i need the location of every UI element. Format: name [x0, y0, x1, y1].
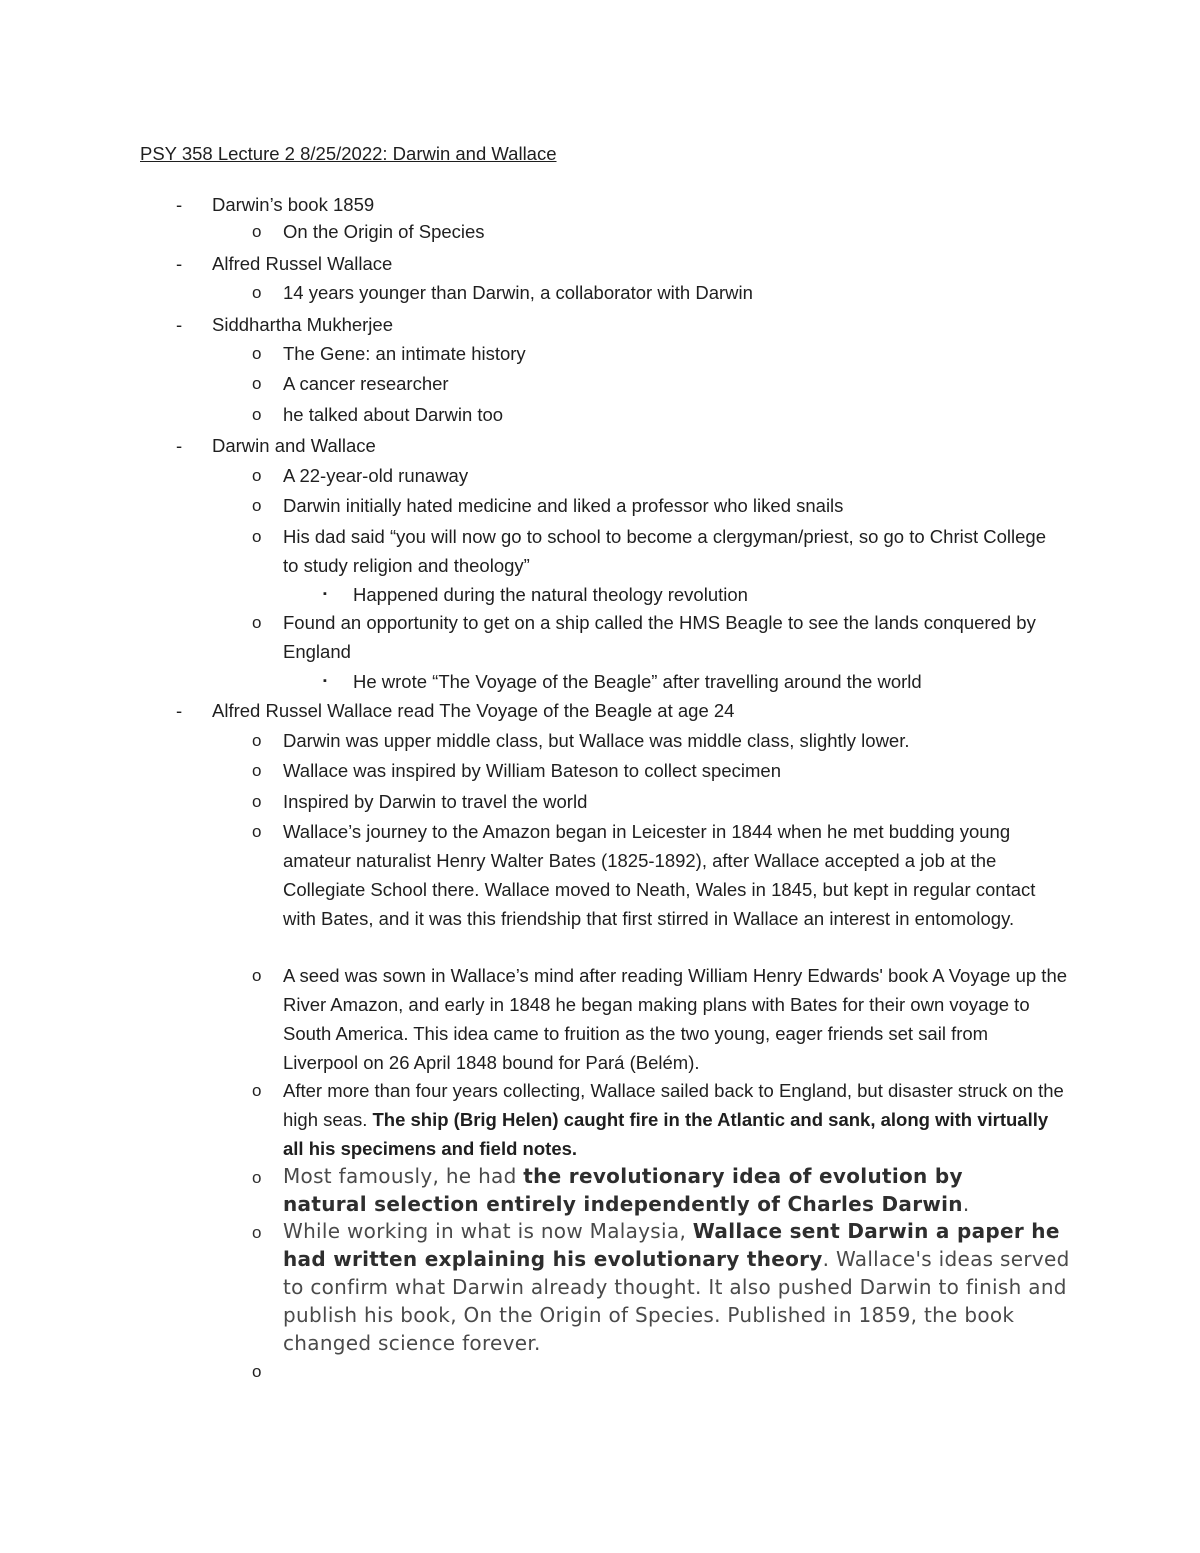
list-item	[252, 726, 910, 755]
list-item	[252, 961, 1068, 1077]
square-bullet: ▪	[323, 675, 327, 687]
list-item	[323, 667, 922, 696]
item-text: Darwin’s book 1859	[212, 194, 375, 215]
circle-bullet: o	[252, 1168, 262, 1187]
item-text: On the Origin of Species	[283, 221, 485, 242]
list-item	[252, 1217, 1073, 1357]
circle-bullet: o	[252, 822, 262, 841]
item-text: Happened during the natural theology revolution	[353, 584, 748, 605]
item-text-after: . Wallace's ideas served to confirm what Darwin already thought. It also pushed Darwin to finish and publish his book, On the Origin of Species. Published in 1859, the book changed science forever.	[283, 1247, 1070, 1355]
item-text: Darwin and Wallace	[212, 435, 376, 456]
circle-bullet: o	[252, 496, 262, 515]
list-item	[252, 1076, 1068, 1163]
item-text: 14 years younger than Darwin, a collaborator with Darwin	[283, 282, 753, 303]
item-text: Alfred Russel Wallace read The Voyage of the Beagle at age 24	[212, 700, 735, 721]
list-item	[252, 339, 526, 368]
item-text-after: .	[962, 1192, 970, 1216]
circle-bullet: o	[252, 527, 262, 546]
list-item	[176, 310, 393, 339]
dash-bullet: -	[176, 435, 183, 456]
item-text: His dad said “you will now go to school to become a clergyman/priest, so go to Christ College to study religion and theology”	[283, 526, 1046, 576]
item-text-bold: The ship (Brig Helen) caught fire in the Atlantic and sank, along with virtually all his specimens and field notes.	[283, 1109, 1049, 1159]
item-text: he talked about Darwin too	[283, 404, 504, 425]
list-item	[176, 431, 376, 460]
list-item	[252, 522, 1063, 580]
circle-bullet: o	[252, 405, 262, 424]
list-item	[176, 249, 393, 278]
dash-bullet: -	[176, 700, 183, 721]
item-text: While working in what is now Malaysia,	[283, 1219, 693, 1243]
circle-bullet: o	[252, 466, 262, 485]
circle-bullet: o	[252, 792, 262, 811]
circle-bullet: o	[252, 966, 262, 985]
list-item	[252, 817, 1068, 933]
square-bullet: ▪	[323, 588, 327, 600]
circle-bullet: o	[252, 731, 262, 750]
item-text: Found an opportunity to get on a ship called the HMS Beagle to see the lands conquered by England	[283, 612, 1036, 662]
list-item	[252, 756, 781, 785]
dash-bullet: -	[176, 194, 183, 215]
item-text-bold: Wallace sent Darwin a paper he had written explaining his evolutionary theory	[283, 1219, 1060, 1271]
item-text: The Gene: an intimate history	[283, 343, 526, 364]
item-text: Most famously, he had	[283, 1164, 524, 1188]
item-text: Inspired by Darwin to travel the world	[283, 791, 588, 812]
page-title: PSY 358 Lecture 2 8/25/2022: Darwin and Wallace	[140, 143, 557, 164]
item-text: A seed was sown in Wallace’s mind after reading William Henry Edwards' book A Voyage up the River Amazon, and early in 1848 he began making plans with Bates for their own voyage to South America. This idea came to fruition as the two young, eager friends set sail from Liverpool on 26 April 1848 bound for Pará (Belém).	[283, 965, 1068, 1073]
item-text: Alfred Russel Wallace	[212, 253, 393, 274]
circle-bullet: o	[252, 613, 262, 632]
item-text: After more than four years collecting, Wallace sailed back to England, but disaster struck on the high seas.	[283, 1080, 1064, 1130]
circle-bullet: o	[252, 761, 262, 780]
list-item	[252, 1162, 1043, 1218]
circle-bullet: o	[252, 1362, 262, 1381]
dash-bullet: -	[176, 314, 183, 335]
list-item	[176, 696, 735, 725]
circle-bullet: o	[252, 222, 262, 241]
item-text: Wallace was inspired by William Bateson to collect specimen	[283, 760, 781, 781]
list-item	[176, 190, 375, 219]
item-text: He wrote “The Voyage of the Beagle” after travelling around the world	[353, 671, 922, 692]
list-item	[252, 400, 504, 429]
list-item	[252, 491, 844, 520]
item-text: Darwin initially hated medicine and liked a professor who liked snails	[283, 495, 844, 516]
item-text: Siddhartha Mukherjee	[212, 314, 393, 335]
item-text-bold: the revolutionary idea of evolution by natural selection entirely independently of Charles Darwin	[283, 1164, 963, 1216]
circle-bullet: o	[252, 283, 262, 302]
circle-bullet: o	[252, 374, 262, 393]
dash-bullet: -	[176, 253, 183, 274]
circle-bullet: o	[252, 1081, 262, 1100]
list-item	[252, 461, 469, 490]
item-text: A cancer researcher	[283, 373, 449, 394]
item-text: Wallace’s journey to the Amazon began in Leicester in 1844 when he met budding young amateur naturalist Henry Walter Bates (1825-1892), after Wallace accepted a job at the Collegiate School there. Wallace moved to Neath, Wales in 1845, but kept in regular contact with Bates, and it was this friendship that first stirred in Wallace an interest in entomology.	[283, 821, 1036, 929]
list-item	[252, 369, 449, 398]
list-item	[252, 217, 485, 246]
list-item	[252, 278, 753, 307]
list-item	[323, 580, 748, 609]
circle-bullet: o	[252, 344, 262, 363]
list-item	[252, 787, 588, 816]
list-item	[252, 608, 1073, 666]
item-text: A 22-year-old runaway	[283, 465, 469, 486]
item-text: Darwin was upper middle class, but Wallace was middle class, slightly lower.	[283, 730, 910, 751]
circle-bullet: o	[252, 1223, 262, 1242]
